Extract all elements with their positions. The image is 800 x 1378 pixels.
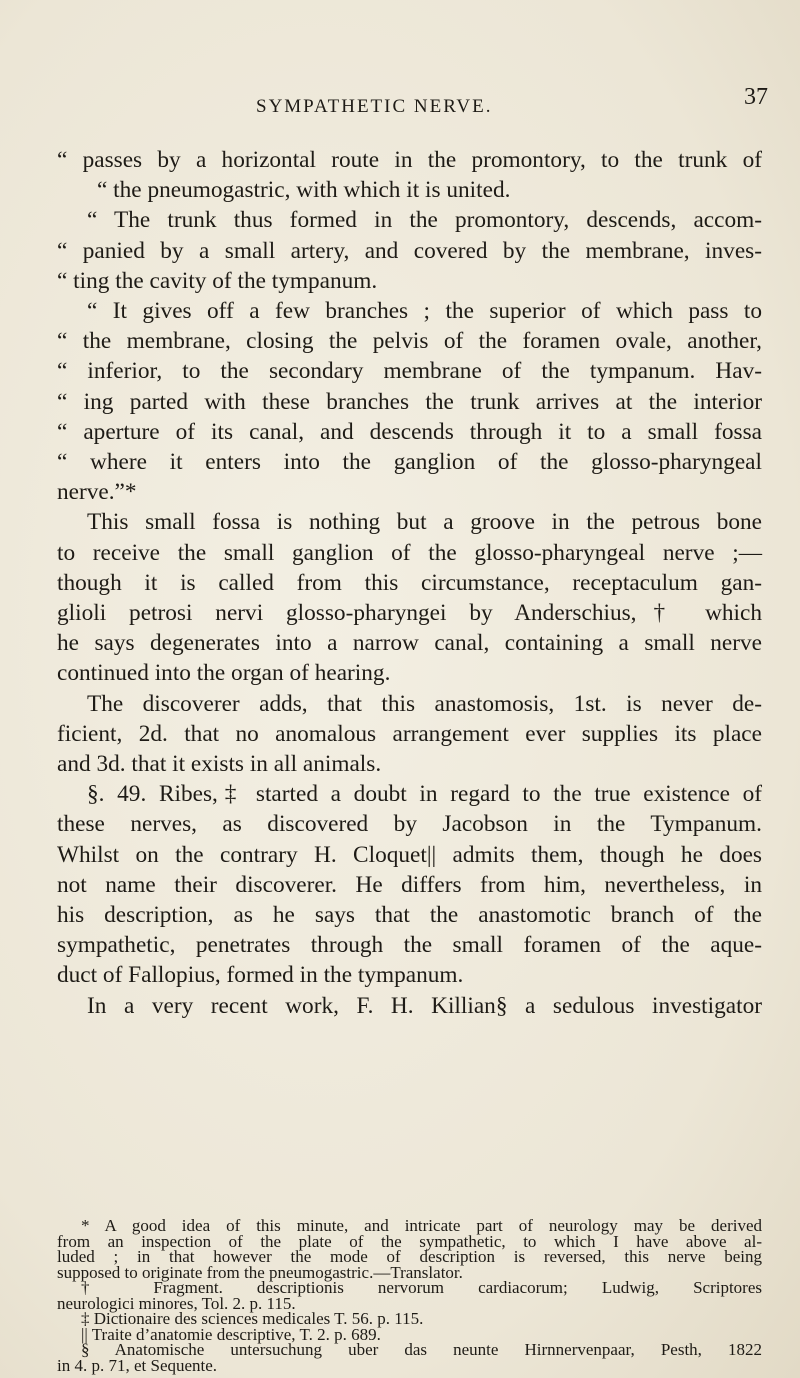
footnote-line: in 4. p. 71, et Sequente. [57,1355,218,1375]
body-line: duct of Fallopius, formed in the tympanum. [57,962,464,989]
body-line: he says degenerates into a narrow canal, containing a small nerve [57,630,762,657]
page-number: 37 [744,84,768,110]
body-line: “ panied by a small artery, and covered by the membrane, inves- [57,237,762,264]
footnote-line: * A good idea of this minute, and intricate part of neurology may be derived [81,1216,762,1235]
footnote-line: ‡ Dictionaire des sciences medicales T. 56. p. 115. [81,1309,424,1328]
body-line: In a very recent work, F. H. Killian§ a sedulous investigator [87,992,762,1019]
footnote-line: || Traite d’anatomie descriptive, T. 2. p. 689. [81,1324,381,1344]
body-line: though it is called from this circumstance, receptaculum gan- [57,569,762,596]
body-line: continued into the organ of hearing. [57,660,391,687]
body-line: “ passes by a horizontal route in the promontory, to the trunk of [57,147,762,173]
body-line: and 3d. that it exists in all animals. [57,751,382,778]
body-line: “ ing parted with these branches the trunk arrives at the interior [57,388,762,415]
running-title: SYMPATHETIC NERVE. [256,96,493,117]
body-line: sympathetic, penetrates through the small foramen of the aque- [57,932,762,959]
body-line: “ It gives off a few branches ; the superior of which pass to [87,298,762,325]
body-line: to receive the small ganglion of the glosso-pharyngeal nerve ;— [57,539,762,566]
body-line: ficient, 2d. that no anomalous arrangement ever supplies its place [57,720,762,747]
footnote-line: luded ; in that however the mode of description is reversed, this nerve being [57,1247,762,1266]
body-line: Whilst on the contrary H. Cloquet|| admits them, though he does [57,841,762,868]
body-line: The discoverer adds, that this anastomosis, 1st. is never de- [87,690,762,717]
body-line: This small fossa is nothing but a groove in the petrous bone [87,509,762,536]
body-text [57,145,762,1021]
footnote-line: from an inspection of the plate of the sympathetic, to which I have above al- [57,1231,762,1251]
footnote-line: supposed to originate from the pneumogastric.—Translator. [57,1262,463,1282]
body-line: these nerves, as discovered by Jacobson in the Tympanum. [57,811,762,838]
body-line: §. 49. Ribes,‡ started a doubt in regard to the true existence of [87,781,762,808]
body-line: “ where it enters into the ganglion of the glosso-pharyngeal [57,449,762,476]
body-line: his description, as he says that the anastomotic branch of the [57,902,762,929]
body-line: “ inferior, to the secondary membrane of the tympanum. Hav- [57,358,762,385]
footnote-line: † Fragment. descriptionis nervorum cardiacorum; Ludwig, Scriptores [81,1278,762,1297]
body-line: “ The trunk thus formed in the promontory, descends, accom- [87,207,762,234]
body-line: not name their discoverer. He differs from him, nevertheless, in [57,871,762,898]
body-line: nerve.”* [57,479,137,506]
body-line: glioli petrosi nervi glosso-pharyngei by Anderschius,† which [57,600,762,627]
footnotes [57,1218,762,1373]
footnote-line: neurologici minores, Tol. 2. p. 115. [57,1293,296,1313]
body-line: “ ting the cavity of the tympanum. [57,267,378,294]
body-line: “ aperture of its canal, and descends through it to a small fossa [57,418,762,445]
body-line: “ the pneumogastric, with which it is united. [97,177,511,204]
body-line: “ the membrane, closing the pelvis of the foramen ovale, another, [57,328,762,355]
footnote-line: § Anatomische untersuchung uber das neunte Hirnnervenpaar, Pesth, 1822 [81,1340,762,1359]
